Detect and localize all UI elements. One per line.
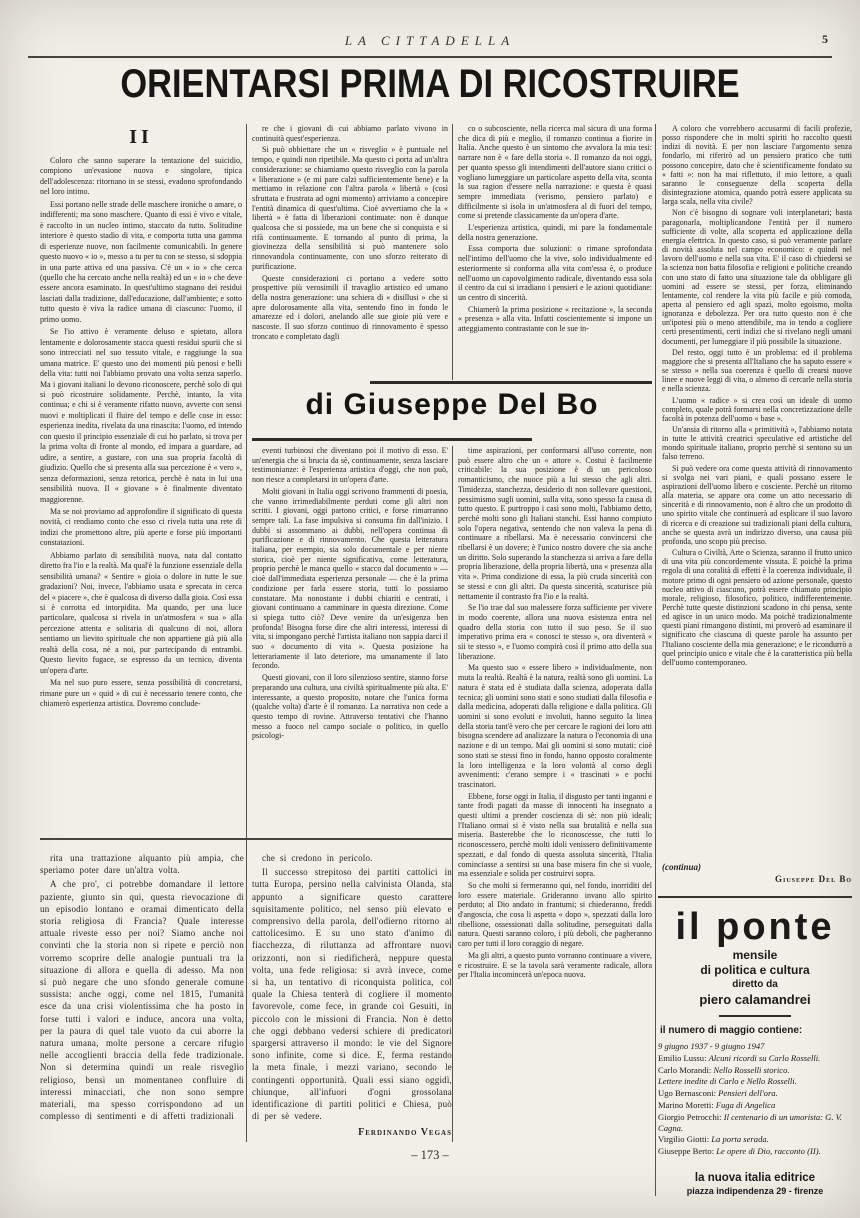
contents-item: Giorgio Petrocchi: Il centenario di un umorista: G. V. Cagna. xyxy=(658,1111,842,1133)
paragraph: Chiamerò la prima posizione « recitazione », la seconda « presenza » alla vita. Infatti coscientemente si impone un atteggiamento contrastante con le sue in- xyxy=(458,304,652,334)
paragraph: re che i giovani di cui abbiamo parlato vivono in continuità quest'esperienza. xyxy=(252,124,448,143)
paragraph: Cultura o Civiltà, Arte o Scienza, saranno il frutto unico di una vita più concordemente vissuta. E poichè la prima regola di una coralità di effetti è la coerenza individuale, il motore primo di ogni pensiero od azione personale, questo nucleo attivo di ciascuno, potrà essere chiamato principio morale, religioso, filosofico, politico, indifferentemente. Perchè tutte queste distinzioni scadono in chi pensa, sente ed agisce in un unico modo. Ma poichè tradizionalmente questi piani rimangono distinti, mi proverò ad esaminare il significato che ciascuna di queste parole ha assunto per l'Italiano cosciente della mia generazione; e le ricondurrò a quel principio unico e vitale che è la caratteristica più bella dell'uomo contemporaneo. xyxy=(662,548,852,667)
masthead: LA CITTADELLA xyxy=(344,33,516,48)
paragraph: Il successo strepitoso dei partiti cattolici in tutta Europa, persino nella calvinista Olanda, sta appunto a significare questo carattere squisitamente politico, nel senso più elevato e comprensivo della parola, dell'odierno ritorno al cattolicesimo. E su uno stato d'animo di fiacchezza, di riluttanza ad affrontare nuovi orizzonti, non si riedificherà, neppure questa volta, una fede religiosa: si avrà invece, come si ha, un tentativo di riconquista politica, col quale la Chiesa tenterà di cogliere il momento favorevole, come fece, in grande coi Gesuiti, in piccolo con le missioni di Francia. Non è detto che oggi debbano vedersi schiere di predicatori spargersi attraverso il mondo: le vie del Signore sono infinite, come si dice. E, ferma restando la meta finale, i mezzi variano, secondo le contingenti opportunità. Quali essi siano oggidì, chiunque, all'infuori d'ogni grossolana identificazione di partiti politici e Chiesa, può di per sè vedere. xyxy=(252,867,452,1122)
paragraph: time aspirazioni, per conformarsi all'uso corrente, non può essere altro che un « attore ». Costui è facilmente criticabile: la sua posizione è di un pericoloso romanticismo, che nuoce più a lui stesso che agli altri. Timidezza, stanchezza, desiderio di non sollevare questioni, pessimismo sugli uomini, sulla vita, sono spesso la causa di tutto questo. E purtroppo i casi sono molti, l'abbiamo detto, perchè molti sono gli Italiani stanchi. Essi hanno compiuto solo l'opera negativa, sentendo che non valeva la pena di continuare a ribellarsi. Ma è necessario convincersi che ribellarsi è un dovere; è l'unico nostro dovere che sia anche un diritto. Solo superando la stanchezza si arriva a fare della propria liberazione, della propria libertà, una « presenza alla vita ». Prima condizione di essa, la più cruda sincerità con se stessi e con gli altri. Da questa sincerità, scaturisce più nettamente il contrasto fra l'io e la realtà. xyxy=(458,446,652,601)
byline-rule-bottom xyxy=(252,438,532,441)
ad-title: il ponte xyxy=(675,906,835,948)
paragraph: Non c'è bisogno di sognare voli interplanetari; basta paragonarla, moltiplicandone l'entità per il numero sufficiente di volte, alla scoperta ed applicazione della energia elettrica. In questo caso, si può veramente parlare di novità assoluta nel campo economico: e quindi nel lavoro dell'uomo e nella sua vita. E' il caso di chiedersi se la scienza non batta filosofia e religioni e politiche creando con uno stato di fatto una situazione tale da obbligare gli uomini ad essere se stessi, per forza, eliminando lentamente, col rendere la vita più facile e più comoda, aperta al pensiero ed agli spazi, molto egoismo, molta ignoranza e debolezza. Per ora tutto questo non è che un'ipotesi più o meno attendibile, ma io tendo a cogliere certi presentimenti, certi indizi che si rivelano negli umani documenti, per lumeggiare il più possibile la situazione. xyxy=(662,208,852,346)
paragraph: Si può obbiettare che un « risveglio » è puntuale nel tempo, e quindi non ripetibile. Ma questo ci porta ad un'altra considerazione: se chiamiamo questo risveglio con la parola « liberazione » (e mi pare calzi sufficientemente bene) e la mettiamo in relazione con l'altra parola « libertà » (così sfruttata e frustrata ad ogni momento) arriviamo a concepire l'entità dinamica di quest'ultima. Cioè avvertiamo che la « libertà » è fatta di liberazioni continuate: non è dunque qualcosa che si possiede, ma un bene che si conquista e si rifà continuamente. E tornando al punto di prima, la giovinezza della sensibilità si può mantenere solo rinnovandola continuamente, con uno sforzo reiterato di purificazione. xyxy=(252,145,448,271)
paragraph: A che pro', ci potrebbe domandare il lettore paziente, giunto sin qui, questa rievocazione di un episodio lontano e oramai dimenticato della storia religiosa di Francia? Quale interesse attuale riveste esso per noi? Siamo anche noi convinti che la storia non si ripete e perciò non vorremo scoprire delle analogie puntuali tra la situazione di allora e quella di adesso. Ma non si può negare che uno sfondo generale comune sussista: anche oggi, come nel 1815, l'umanità esce da una crisi violentissima che ha posto in forse tutti i valori e induce, ancora una volta, per la paura di quel tale vuoto da cui aborre la natura umana, molte persone a cercare rifugio nelle accoglienti braccia della fede tradizionale. Non si determina quindi un reale risveglio religioso, bensì un momentaneo confluire di interessi minacciati, che non sono sempre materiali, ma spesso corrispondono ad un complesso di sentimenti e di affetti tradizionali xyxy=(40,879,244,1122)
section-number: II xyxy=(129,126,153,148)
column-divider-2-upper xyxy=(452,124,453,380)
column-divider-3 xyxy=(655,124,656,1196)
main-article-column-3-lower xyxy=(458,446,652,1142)
contents-item: Giuseppe Berto: Le opere di Dio, racconto (II). xyxy=(658,1146,821,1157)
contents-item: Lettere inedite di Carlo e Nello Rosselli. xyxy=(658,1076,797,1087)
column-text xyxy=(252,852,452,1122)
column-text xyxy=(458,446,652,980)
column-text xyxy=(40,852,244,1122)
article-title xyxy=(0,62,860,107)
continua-note: (continua) xyxy=(662,862,702,872)
column-divider-2-lower xyxy=(452,446,453,1142)
main-article-column-3-upper xyxy=(458,124,652,380)
paragraph: L'esperienza artistica, quindi, mi pare la fondamentale della nostra generazione. xyxy=(458,223,652,242)
paragraph: Del resto, oggi tutto è un problema: ed il problema maggiore che si presenta all'Italiano che ha saputo essere « se stesso » nella sua coerenza è quello di crearsi nuove linee e nuove leggi di vita, o almeno di cercarle nella storia e nella scienza. xyxy=(662,347,852,394)
masthead-row xyxy=(0,32,860,50)
main-article-signature: Giuseppe Del Bo xyxy=(774,874,852,884)
paragraph: So che molti si fermeranno qui, nel fondo, inorriditi del loro essere materiale. Grideranno invano allo spirito perduto; al Dio andato in frantumi; si chiederanno, freddi d'angoscia, che cosa li aspetta « dopo », spezzati dalla loro ribellione, ossessionati dalla solitudine, perseguitati dalla natura. Questi saranno coloro, i più deboli, che pagheranno caro per tutti il loro coraggio di negare. xyxy=(458,880,652,949)
contents-item: Carlo Morandi: Nello Rosselli storico. xyxy=(658,1064,790,1075)
ad-director-name: piero calamandrei xyxy=(699,992,811,1007)
header-rule xyxy=(28,56,832,58)
paragraph: Se l'io trae dal suo malessere forza sufficiente per vivere in modo coerente, allora una nuova esistenza entra nel quadro della storia con tutto il suo peso. Se il suo imperativo prima era « conosci te stesso », ora diventerà « sii te stesso », e l'uomo compirà così il primo atto della sua liberazione. xyxy=(458,603,652,661)
paragraph: eventi turbinosi che diventano poi il motivo di esso. E' un'energia che si brucia da sè, continuamente, senza lasciare testimonianze: è l'esperienza artistica d'oggi, che non può, non riesce a completarsi in un'opera d'arte. xyxy=(252,446,448,485)
paragraph: co o subcosciente, nella ricerca mal sicura di una forma che dica di più e meglio, il romanzo continua a fiorire in Italia. Anche questo è un sintomo che avvalora la mia tesi: narrare non è « fare della storia ». Il romanzo da noi oggi, per quanto spesso gli intendimenti dell'autore siano critici o vogliano lumeggiare un particolare aspetto della vita, sconta la sua ragion d'essere nella narrazione: e questa è quasi sempre immediata (verismo, pensiero parlato) e difficilmente si isola in un'atmosfera al di fuori del tempo, come si pretende classicamente da un'opera d'arte. xyxy=(458,124,652,221)
column-text xyxy=(662,124,852,667)
paragraph: Ebbene, forse oggi in Italia, il disgusto per tanti inganni e tante frodi pagati da masse di innocenti ha insegnato a questi ultimi a prender coscienza di sè: non più ideali; l'Italiano ormai si è visto nella sua brutalità e nella sua miseria. Basterebbe che lo riconoscesse, che tutti lo riconoscessero, perchè molti idoli venissero definitivamente spezzati, e dal fondo di questa assoluta sincerità, l'Italia cominciasse a sentirsi su una base misera fin che si vuole, ma essenziale e solida per costruirvi sopra. xyxy=(458,791,652,879)
contents-item: Marino Moretti: Fuga di Angelica xyxy=(658,1099,776,1110)
second-article-separator-rule xyxy=(40,838,452,840)
contents-item: 9 giugno 1937 - 9 giugno 1947 xyxy=(658,1041,765,1051)
paragraph: Si può vedere ora come questa attività di rinnovamento si svolga nei vari piani, e quali possano essere le aspirazioni dell'uomo libero e cosciente. Perchè un ritorno alla materia, se appare ora come un atto necessario di sincerità e di rinnovamento, non è altro che un prodotto di uno spirito vitale che continuerà ad esplicare il suo lavoro di ricerca e di creazione sui tradizionali piani della cultura, anche se questa avrà un indirizzo diverso, una causa più profonda, uno scopo più preciso. xyxy=(662,463,852,546)
column-divider-1 xyxy=(246,124,247,1142)
paragraph: Un'ansia di ritorno alla « primitività », l'abbiamo notata in tutte le attività creatrici speculative ed artistiche del mondo spirituale italiano, proprio perchè si sentono su un falso terreno. xyxy=(662,425,852,462)
ad-publisher: la nuova italia editrice xyxy=(694,1171,816,1184)
main-article-column-2-upper xyxy=(252,124,448,380)
second-article-column-1 xyxy=(40,852,244,1142)
ad-divider-rule xyxy=(719,1015,791,1017)
byline-rule-top xyxy=(370,381,652,384)
ad-contents-list xyxy=(658,1041,852,1157)
paragraph: Ma nel suo puro essere, senza possibilità di concretarsi, rimane pure un « quid » di cui è necessario tenere conto, che chiamerò esperienza artistica. Dovremo conclude- xyxy=(40,678,242,709)
paragraph: Abbiamo parlato di sensibilità nuova, nata dal contatto diretto fra l'io e la realtà. Ma qual'è la funzione essenziale della sensibilità umana? « Sentire » gioia o dolore in tutte le sue gradazioni? Noi, invece, l'abbiamo usata e sprecata in cerca del « piacere », che è qualcosa di diverso dalla gioia. Così essa si è corrotta ed intorpidita. Ma quando, per una luce particolare, qualcosa si rivela in un'atmosfera « sua » alla percezione attenta e solitaria di qualcuno di noi, allora sentiamo un lievito spirituale che non appartiene già più alla realtà della cosa, nè a noi, pur partecipando di entrambi. Questo lievito fugace, se espresso da un tecnico, diventa un'opera d'arte. xyxy=(40,550,242,675)
paragraph: Queste considerazioni ci portano a vedere sotto prospettive più verosimili il travaglio artistico ed umano della nostra generazione: una schiera di « disillusi » che si apre dolorosamente alla vita, sentendo fino in fondo le amarezze ed i dolori, anelando alle sue gioie più vere e nascoste. Il suo sforzo continuo di rinnovamento è spesso troncato e completato dagli xyxy=(252,273,448,341)
ad-subtitle-frequency: mensile xyxy=(732,948,778,962)
paragraph: Ma questo suo « essere libero » individualmente, non muta la realtà. Realtà è la natura, realtà sono gli uomini. La natura è stata ed è studiata dalla scienza, adoperata dalla tecnica; gli uomini sono stati e sono studiati dalla filosofia e dalla medicina, adoperati dalla religione e dalla politica. Gli uomini si sono evoluti e involuti, hanno seguito la linea della storia tant'è vero che per cercare le ragioni dei loro atti bisogna scendere ad analizzare la natura o l'economia di una nazione e di un tempo. Mai gli uomini si sono mutati: cioè sono stati se stessi fino in fondo, hanno opposto coralmente la loro intelligenza e la loro volontà al corso degli avvenimenti: c'erano sempre i « trascinati » e pochi trascinatori. xyxy=(458,663,652,789)
paragraph: L'uomo « radice » si crea così un ideale di uomo completo, quale potrà formarsi nella concretizzazione delle facoltà in potenza dell'uomo « base ». xyxy=(662,395,852,423)
main-article-column-1 xyxy=(40,124,242,834)
second-article-column-2 xyxy=(252,852,452,1144)
ad-subtitle-directed-by: diretto da xyxy=(732,979,778,990)
ad-contents-heading: il numero di maggio contiene: xyxy=(660,1025,803,1036)
paragraph: rita una trattazione alquanto più ampia, che speriamo poter dare un'altra volta. xyxy=(40,853,244,876)
contents-item: Virgilio Giotti: La porta serada. xyxy=(658,1134,769,1145)
footer-page-number: – 173 – xyxy=(411,1148,449,1162)
paragraph: Ma se noi proviamo ad approfondire il significato di questa novità, ci rendiamo conto che esso ci rivela tutta una rete di indizi che promettono altre, più aperte e forse più importanti constatazioni. xyxy=(40,506,242,548)
column-text xyxy=(252,446,448,741)
paragraph: Questi giovani, con il loro silenzioso sentire, stanno forse preparando una cultura, una civiltà spiritualmente più alta. E' interessante, a questo proposito, notare che l'unica forma (qualche volta) d'arte è il romanzo. La narrativa non cede a questo tempo di rovine. Attraverso tentativi che l'hanno messo a fuoco nel campo sociale o politico, in quello psicologi- xyxy=(252,673,448,741)
second-article-signature: Ferdinando Vegas xyxy=(358,1127,452,1139)
main-article-column-4 xyxy=(662,124,852,860)
contents-item: Ugo Bernasconi: Pensieri dell'ora. xyxy=(658,1088,778,1099)
paragraph: Essi portano nelle strade delle maschere ironiche o amare, o indifferenti; ma sono maschere. Quanto di essi è vivo e vitale, è raccolto in un nucleo intimo, staccato da tutto. Solitudine interiore è questo stadio di vita, e comporta tutta una gamma di esperienze nuove, non facilmente comunicabili. In genere questo nuovo « io », messo a tu per tu con se stesso, si sdoppia in una parte attiva ed una passiva. C'è un « io » che cerca (quello che ha cercato anche nella realtà) ed un « io » che deve essere ancora esaminato. In quest'ultimo stagnano dei residui lasciati dalla tradizione, dall'educazione, dall'ambiente; e sotto tutto questo è viva la radice umana di ciascuno: l'uomo, il primo uomo. xyxy=(40,199,242,324)
ad-publisher-address: piazza indipendenza 29 - firenze xyxy=(686,1185,824,1196)
article-title-text: ORIENTARSI PRIMA DI RICOSTRUIRE xyxy=(120,62,740,106)
column-text xyxy=(458,124,652,334)
main-article-column-2-lower xyxy=(252,446,448,834)
paragraph: Molti giovani in Italia oggi scrivono frammenti di poesia, che vanno irrimediabilmente perduti come gli altri non scritti. I giovani, oggi partono critici, e forse rimarranno sempre tali. La fase impulsiva si consuma fin dall'inizio. I dubbi si assommano ai dubbi, nell'opera continua di purificazione e di rinnovamento. Che questa letteratura italiana, per esempio, sia solo documentale e per niente storica, cioè per niente significativa, come letteratura, proprio perchè le manca quello « stacco dal documento » — cioè dall'immediata esperienza personale — che è la prima condizione per farla essere storia, tutti lo possiamo constatare. Ma nonostante i dubbi chiariti e centrati, i giovani continuano a camminare in questa direzione. Come si spiega tutto ciò? Deve venire da un'esigenza ben profonda! Bisogna forse dire che altri interessi, interessi di vita, si impongano perchè l'artista italiano non sappia darci il suo « documento di vita ». Questa posizione ha letterariamente il lato deteriore, ma umanamente il lato fecondo. xyxy=(252,486,448,671)
ad-subtitle-topic: di politica e cultura xyxy=(700,963,810,977)
column-text xyxy=(252,124,448,341)
column-text xyxy=(40,156,242,710)
article-byline: di Giuseppe Del Bo xyxy=(305,388,599,421)
paragraph: Se l'io attivo è veramente deluso e spietato, allora lentamente e dolorosamente stacca questi residui spurii che si sono intrecciati nel suo tessuto vitale, e raggiunge la sua umana matrice. E' questo uno dei momenti più penosi e belli della vita: tutti noi l'abbiamo provato una volta senza saperlo. Ma i giovani italiani lo devono riconoscere, perchè solo di qui si può ricostruire solidamente. Perchè, intanto, la vita continua; e chi si è veramente rifatto nuovo, avverte con sensi nuovi e moltiplicati il fluire del tempo e delle cose in esso: esperienza inedita, rivelata da una rinascita: l'uomo, ed intendo con questo il principio essenziale di cui ho parlato, si trova per la prima volta di fronte al mondo, ed impara a guardare, ad udire, a sentire, a gustare, con una sua propria facoltà di giudizio. Quello che si presenta alla sua percezione è « vero », senza deformazioni, senza retorica, perchè è nata in lui una sensibilità nuova. Il « giovane » è finalmente diventato maggiorenne. xyxy=(40,327,242,504)
paragraph: Ma gli altri, a questo punto vorranno continuare a vivere, e ricostruire. E se la tavola sarà veramente radicale, allora per l'Italia incomincerà un'epoca nuova. xyxy=(458,950,652,980)
paragraph: che si credono in pericolo. xyxy=(262,853,373,863)
paragraph: A coloro che vorrebbero accusarmi di facili profezie, posso rispondere che in molti spiriti ho raccolto questi indizi di novità. E per non lasciare l'argomento senza fondarlo, mi riferirò ad un pensiero pratico che tutti possono concepire, dato che è scientificamente fondato su « fatti »: non ha mai riflettuto, il mio lettore, a quali saranno le conseguenze della scoperta della disintegrazione atomica, quando potrà essere applicata su larga scala, nella vita civile? xyxy=(662,124,852,207)
header-page-number: 5 xyxy=(822,32,828,46)
paragraph: Coloro che sanno superare la tentazione del suicidio, compiono un'evasione nuova e singolare, tipica dell'adolescenza: ritornano in se stessi, evadono sprofondando nel loro intimo. xyxy=(40,156,242,197)
paragraph: Essa comporta due soluzioni: o rimane sprofondata nell'intimo dell'uomo che la vive, solo individualmente ed esteriormente si conforma alla vita com'essa è, o produce nell'uomo un capovolgimento radicale, diventando essa sola il centro da cui si irradiano i pensieri e le azioni quotidiane: un centro di sincerità. xyxy=(458,244,652,302)
contents-item: Emilio Lussu: Alcuni ricordi su Carlo Rosselli. xyxy=(658,1052,821,1063)
